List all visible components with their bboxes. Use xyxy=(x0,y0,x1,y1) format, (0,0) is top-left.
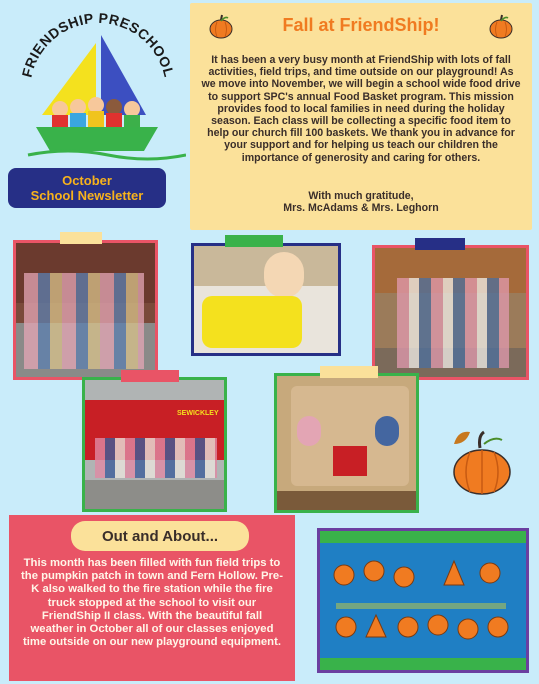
photo-bulletin-board xyxy=(317,528,529,673)
svg-text:FRIENDSHIP PRESCHOOL xyxy=(19,10,178,79)
badge-subtitle: School Newsletter xyxy=(30,188,144,203)
out-title: Out and About... xyxy=(71,521,249,551)
photo-group-steps xyxy=(13,240,158,380)
preschool-logo xyxy=(8,5,186,165)
fall-body: It has been a very busy month at FriendShip with lots of fall activities, field trips, and time outside on our playground! As we move into November, we will begin a school wide food drive to support SPC's annual Food Basket program. This mission provides food to local families in need during the holiday season. Each class will be collecting a specific food item to help our church fill 100 baskets. We thank you in advance for your support and for helping us teach our children the importance of generosity and caring for others. xyxy=(201,54,521,164)
tape-strip xyxy=(121,370,179,382)
pumpkin-icon xyxy=(488,13,514,39)
photo-playhouse xyxy=(274,373,419,513)
out-body: This month has been filled with fun field trips to the pumpkin patch in town and Fern Hollow. Pre-K also walked to the fire station while the fire truck stopped at the school to visit our FriendShip II class. With the beautiful fall weather in October all of our classes enjoyed time outside on our new playground equipment. xyxy=(21,557,283,649)
newsletter-badge xyxy=(8,168,166,208)
photo-class-group xyxy=(372,245,529,380)
fall-signature xyxy=(200,190,522,214)
logo-arc-text: FRIENDSHIP PRESCHOOL xyxy=(18,9,178,79)
leaf-icon xyxy=(452,428,472,448)
photo-fire-truck xyxy=(82,377,227,512)
tape-strip xyxy=(60,232,102,244)
tape-strip xyxy=(225,235,283,247)
fall-title: Fall at FriendShip! xyxy=(282,15,440,35)
tape-strip xyxy=(320,366,378,378)
firetruck-label: SEWICKLEY xyxy=(177,410,219,417)
badge-month: October xyxy=(62,173,112,188)
fall-signers: Mrs. McAdams & Mrs. Leghorn xyxy=(283,202,439,215)
fall-note-card xyxy=(190,3,532,230)
tape-strip xyxy=(415,238,465,250)
photo-toddler-tray xyxy=(191,243,341,356)
fall-signoff: With much gratitude, xyxy=(308,190,414,202)
